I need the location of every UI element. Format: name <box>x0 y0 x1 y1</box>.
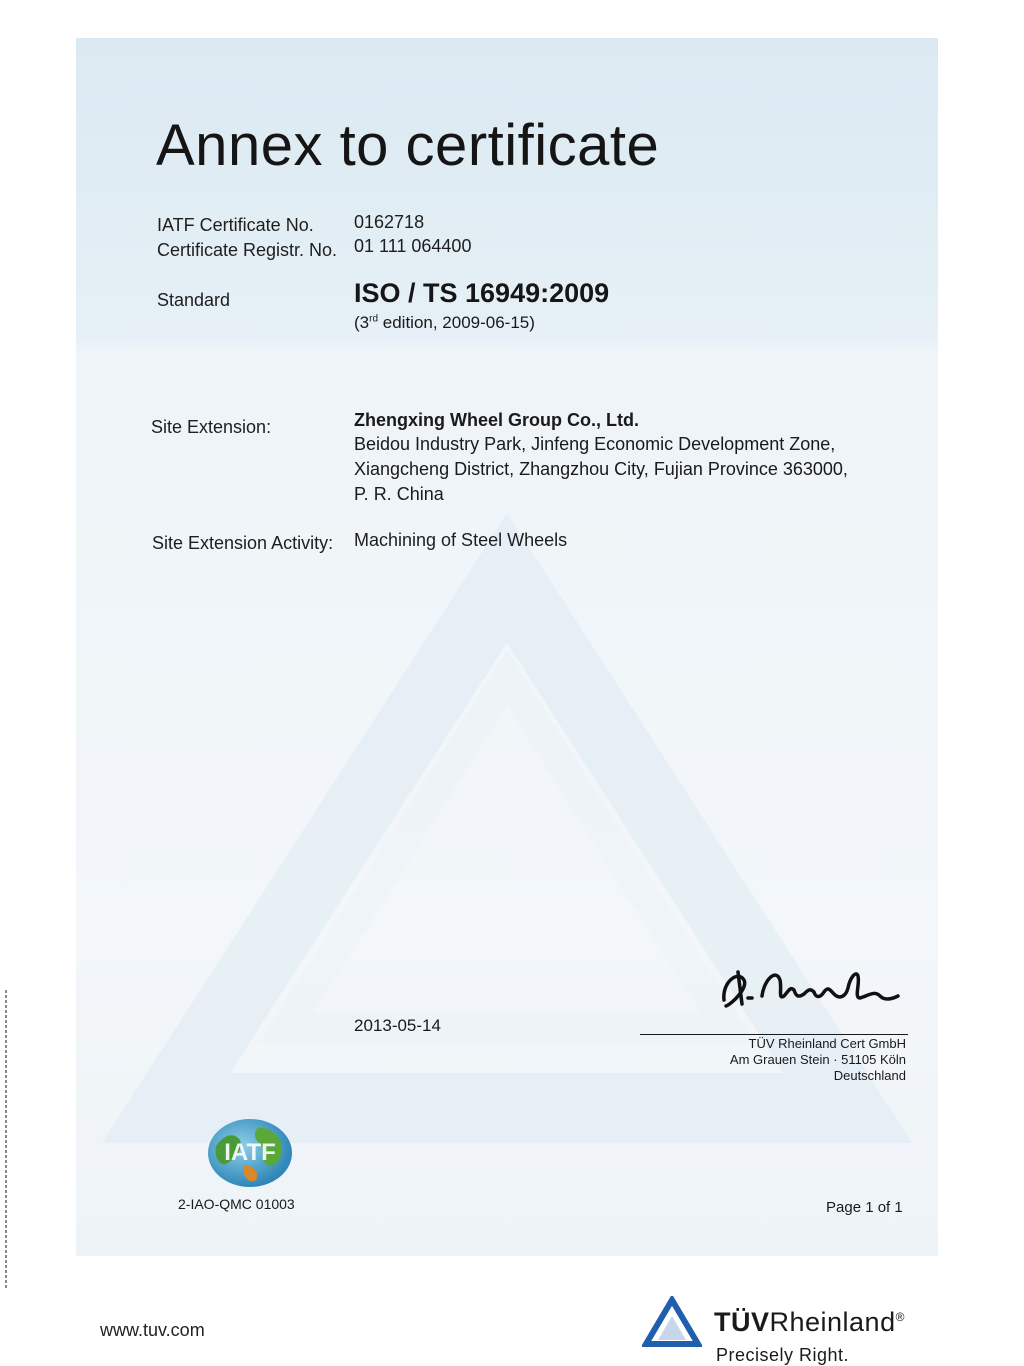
edition: (3rd edition, 2009-06-15) <box>354 313 535 332</box>
activity-label: Site Extension Activity: <box>152 533 334 553</box>
tuv-brand: TÜVRheinland® <box>714 1307 905 1337</box>
slogan: Precisely Right. <box>716 1345 850 1365</box>
issuer-address: Am Grauen Stein · 51105 Köln <box>729 1052 906 1067</box>
registr-value: 01 111 064400 <box>354 236 472 256</box>
address-line-2: Xiangcheng District, Zhangzhou City, Fujian Province 363000, <box>354 459 848 479</box>
cert-id: 2-IAO-QMC 01003 <box>178 1196 295 1212</box>
standard-label: Standard <box>157 290 231 310</box>
page-number: Page 1 of 1 <box>826 1199 903 1216</box>
website-url: www.tuv.com <box>100 1320 205 1340</box>
address-line-3: P. R. China <box>354 484 444 504</box>
signature <box>718 962 904 1022</box>
page-title: Annex to certificate <box>156 113 660 178</box>
issuer-country: Deutschland <box>833 1068 906 1083</box>
address-line-1: Beidou Industry Park, Jinfeng Economic Development Zone, <box>354 434 836 454</box>
tuv-triangle-icon <box>642 1296 702 1348</box>
signature-line <box>640 1034 908 1035</box>
standard-value: ISO / TS 16949:2009 <box>354 278 610 308</box>
activity-value: Machining of Steel Wheels <box>354 530 568 550</box>
issue-date: 2013-05-14 <box>354 1016 441 1035</box>
svg-text:IATF: IATF <box>224 1139 276 1166</box>
issuer-name: TÜV Rheinland Cert GmbH <box>748 1036 906 1051</box>
side-fine-print <box>0 990 12 1290</box>
iatf-globe-icon <box>204 1116 296 1190</box>
company-name: Zhengxing Wheel Group Co., Ltd. <box>354 410 639 430</box>
iatf-label: IATF Certificate No. <box>157 215 314 235</box>
site-extension-label: Site Extension: <box>151 417 272 437</box>
registr-label: Certificate Registr. No. <box>157 240 338 260</box>
iatf-value: 0162718 <box>354 212 425 232</box>
